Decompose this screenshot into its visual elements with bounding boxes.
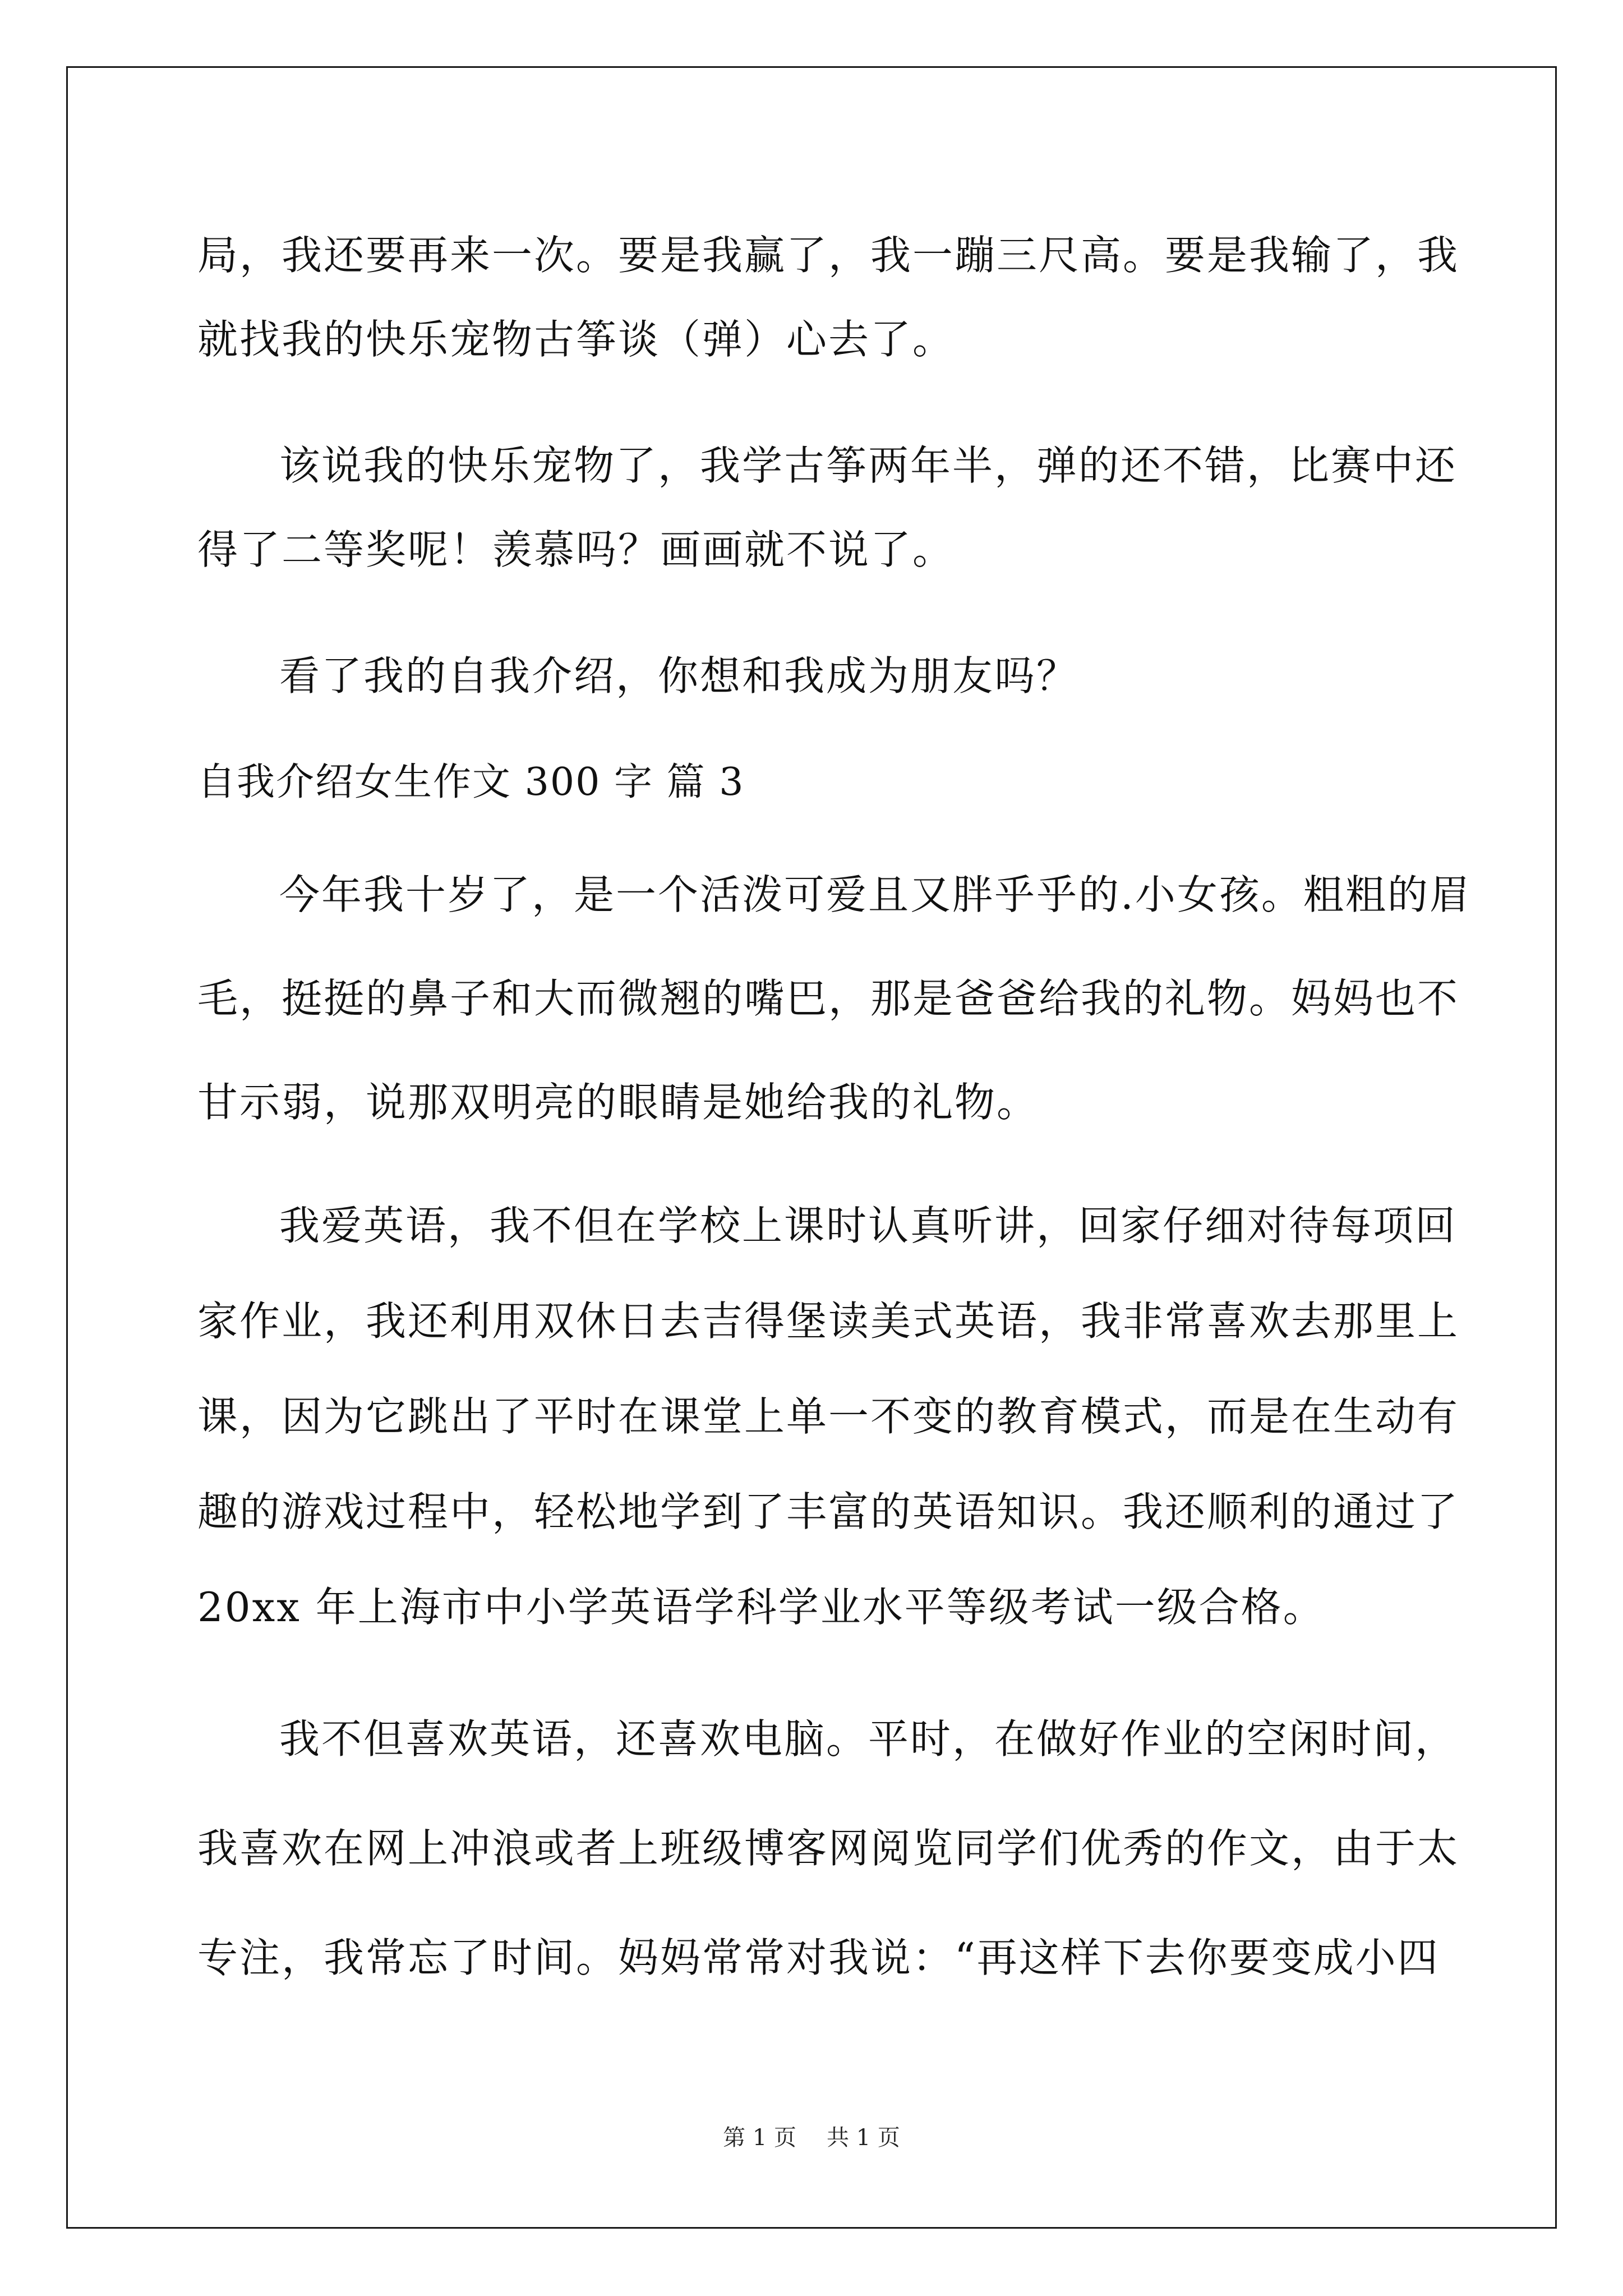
paragraph-line: 我喜欢在网上冲浪或者上班级博客网阅览同学们优秀的作文，由于太 bbox=[197, 1825, 1460, 1872]
paragraph-line: 课，因为它跳出了平时在课堂上单一不变的教育模式，而是在生动有 bbox=[197, 1393, 1460, 1440]
paragraph-line: 该说我的快乐宠物了，我学古筝两年半，弹的还不错，比赛中还 bbox=[279, 442, 1458, 489]
paragraph-line: 家作业，我还利用双休日去吉得堡读美式英语，我非常喜欢去那里上 bbox=[197, 1297, 1460, 1345]
page-number: 第 1 页 bbox=[723, 2125, 796, 2151]
section-heading: 自我介绍女生作文 300 字 篇 3 bbox=[197, 760, 745, 804]
paragraph-line: 趣的游戏过程中，轻松地学到了丰富的英语知识。我还顺利的通过了 bbox=[197, 1488, 1460, 1535]
paragraph-line: 甘示弱，说那双明亮的眼睛是她给我的礼物。 bbox=[197, 1079, 1039, 1126]
paragraph-line: 今年我十岁了，是一个活泼可爱且又胖乎乎的.小女孩。粗粗的眉 bbox=[279, 871, 1472, 918]
paragraph-line: 得了二等奖呢！羡慕吗？画画就不说了。 bbox=[197, 526, 955, 573]
page-total: 共 1 页 bbox=[827, 2125, 900, 2151]
paragraph-line: 20xx 年上海市中小学英语学科学业水平等级考试一级合格。 bbox=[197, 1584, 1325, 1631]
paragraph-line: 专注，我常忘了时间。妈妈常常对我说：“再这样下去你要变成小四 bbox=[197, 1934, 1440, 1981]
paragraph-line: 就找我的快乐宠物古筝谈（弹）心去了。 bbox=[197, 316, 955, 363]
page-border bbox=[66, 66, 1557, 2229]
paragraph-line: 局，我还要再来一次。要是我赢了，我一蹦三尺高。要是我输了，我 bbox=[197, 232, 1460, 279]
paragraph-line: 我爱英语，我不但在学校上课时认真听讲，回家仔细对待每项回 bbox=[279, 1202, 1458, 1249]
paragraph-line: 毛，挺挺的鼻子和大而微翘的嘴巴，那是爸爸给我的礼物。妈妈也不 bbox=[197, 975, 1460, 1022]
page-footer bbox=[0, 2124, 1623, 2152]
paragraph-line: 看了我的自我介绍，你想和我成为朋友吗？ bbox=[279, 652, 1079, 700]
paragraph-line: 我不但喜欢英语，还喜欢电脑。平时，在做好作业的空闲时间， bbox=[279, 1715, 1458, 1763]
